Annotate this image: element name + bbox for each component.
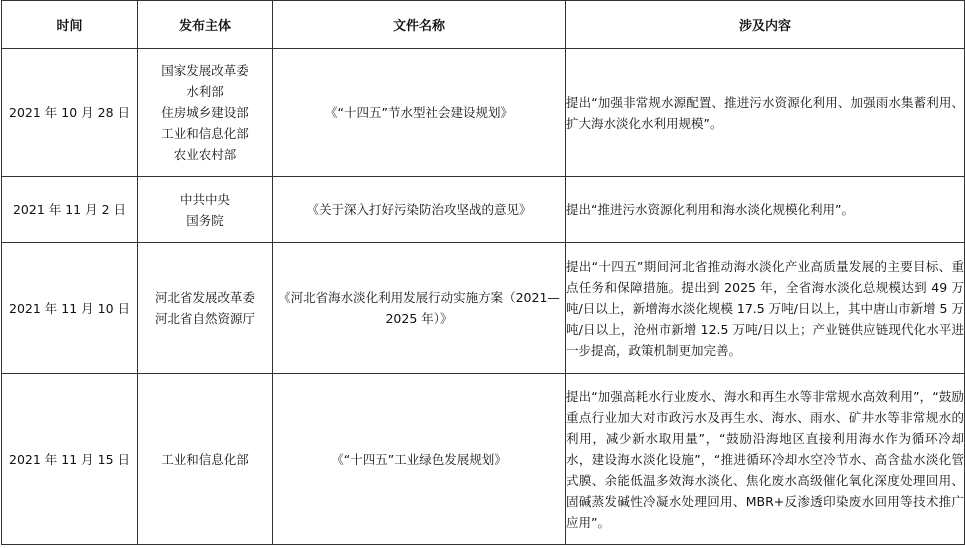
issuer-name: 国家发展改革委: [161, 63, 249, 78]
issuer-name: 住房城乡建设部: [161, 105, 249, 120]
issuer-name: 河北省发展改革委: [154, 290, 255, 305]
row-document-title: 《关于深入打好污染防治攻坚战的意见》: [273, 177, 566, 243]
row-date: 2021 年 10 月 28 日: [2, 49, 138, 177]
header-date: 时间: [2, 1, 138, 49]
table-row: [2, 177, 965, 243]
issuer-name: 工业和信息化部: [161, 126, 249, 141]
table-header-row: [2, 1, 965, 49]
row-content: 提出“推进污水资源化利用和海水淡化规模化利用”。: [566, 177, 965, 243]
policy-table: [1, 0, 965, 545]
issuer-name: 河北省自然资源厅: [154, 311, 255, 326]
row-document-title: 《河北省海水淡化利用发展行动实施方案（2021—2025 年）》: [273, 243, 566, 374]
row-issuer: [138, 49, 273, 177]
row-content: 提出“十四五”期间河北省推动海水淡化产业高质量发展的主要目标、重点任务和保障措施。提出到 2025 年，全省海水淡化总规模达到 49 万吨/日以上，新增海水淡化规模 17.5 万吨/日以上，其中唐山市新增 5 万吨/日以上，沧州市新增 12.5 万吨/日以上；产业链供应链现代化水平进一步提高，政策机制更加完善。: [566, 243, 965, 374]
issuer-name: 农业农村部: [173, 147, 237, 162]
issuer-name: 水利部: [186, 84, 224, 99]
table-row: [2, 243, 965, 374]
row-issuer: [138, 243, 273, 374]
row-document-title: 《“十四五”节水型社会建设规划》: [273, 49, 566, 177]
table-row: [2, 374, 965, 545]
issuer-name: 工业和信息化部: [161, 451, 249, 467]
header-issuer: 发布主体: [138, 1, 273, 49]
issuer-name: 国务院: [186, 212, 224, 228]
row-date: 2021 年 11 月 15 日: [2, 374, 138, 545]
header-content: 涉及内容: [566, 1, 965, 49]
row-content: 提出“加强非常规水源配置、推进污水资源化利用、加强雨水集蓄利用、扩大海水淡化水利用规模”。: [566, 49, 965, 177]
row-date: 2021 年 11 月 2 日: [2, 177, 138, 243]
row-issuer: [138, 177, 273, 243]
table-row: [2, 49, 965, 177]
row-content: 提出“加强高耗水行业废水、海水和再生水等非常规水高效利用”，“鼓励重点行业加大对市政污水及再生水、海水、雨水、矿井水等非常规水的利用，减少新水取用量”，“鼓励沿海地区直接利用海水作为循环冷却水，建设海水淡化设施”，“推进循环冷却水空冷节水、高含盐水淡化管式膜、余能低温多效海水淡化、焦化废水高级催化氧化深度处理回用、固碱蒸发碱性冷凝水处理回用、MBR+反渗透印染废水回用等技术推广应用”。: [566, 374, 965, 545]
issuer-name: 中共中央: [179, 191, 230, 207]
row-document-title: 《“十四五”工业绿色发展规划》: [273, 374, 566, 545]
row-issuer: [138, 374, 273, 545]
header-title: 文件名称: [273, 1, 566, 49]
row-date: 2021 年 11 月 10 日: [2, 243, 138, 374]
